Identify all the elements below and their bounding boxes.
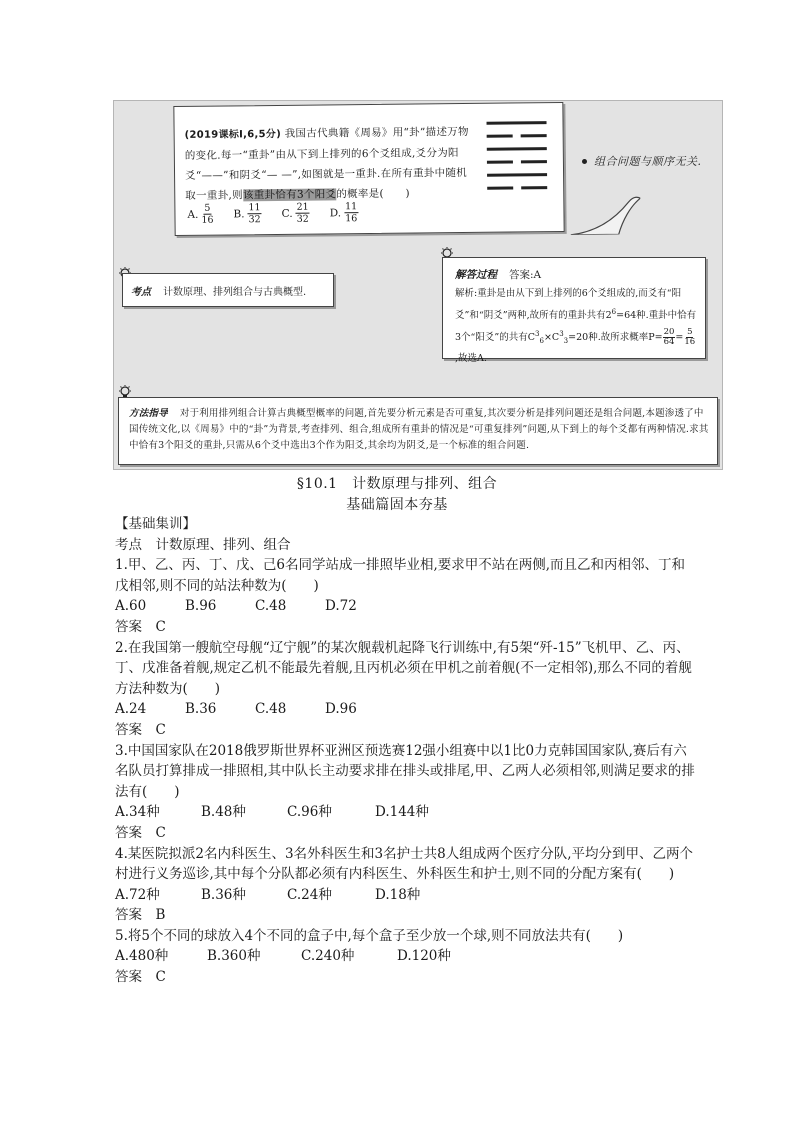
answer-line: 答案 C [115,824,166,841]
denominator: 32 [248,214,261,226]
question-stem: 2.在我国第一艘航空母舰“辽宁舰”的某次舰载机起降飞行训练中,有5架“歼-15”飞机甲、乙、丙、丁、戊准备着舰,规定乙机不能最先着舰,且丙机必须在甲机之前着舰(不一定相邻),那么不同的着舰方法种数为( ) [115,639,692,697]
denominator: 16 [345,213,358,225]
method-card [118,397,718,465]
question-card [173,102,564,236]
option-letter: C. [281,207,293,220]
question-highlight: 该重卦恰有3个阳爻 [242,188,337,202]
equals-sign: = [675,332,684,344]
section-subtitle: 基础篇固本夯基 [346,497,448,513]
fraction: $\frac{5}{16}$ [684,327,696,348]
option-text: B.96 [185,598,217,615]
option-letter: A. [187,208,199,221]
option-text: D.18种 [375,886,421,903]
answer-option [187,203,213,226]
denominator: 16 [201,214,214,226]
illustration-panel [113,100,723,470]
solution-label: 解答过程 [455,269,497,281]
comb-sub: 3 [563,337,569,346]
question-stem: 5.将5个不同的球放入4个不同的盒子中,每个盒子至少放一个球,则不同放法共有( ) [115,927,624,944]
answer-option [330,201,359,224]
yin-line [487,134,547,138]
option-text: D.72 [325,598,357,615]
option-text: D.120种 [397,948,451,965]
pointer-note: 组合问题与顺序无关. [594,155,702,168]
option-text: B.360种 [207,948,261,965]
yin-line [487,186,547,190]
method-text: 对于利用排列组合计算古典概型概率的问题,首先要分析元素是否可重复,其次要分析是排列问题还是组合问题,本题渗透了中国传统文化,以《周易》中的“卦”为背景,考查排列、组合,组成所有重卦的情况是“可重复排列”问题,从下到上的每个爻都有两种情况.求其中恰有3个阳爻的重卦,只需从6个爻中选出3个作为阳爻,其余均为阴爻,是一个标准的组合问题. [129,408,709,451]
answer-line: 答案 B [115,907,166,924]
method-label: 方法指导 [129,408,168,419]
yin-line [487,160,547,164]
solution-tail: ,故选A. [455,353,487,365]
times-sign: ×C [543,332,560,344]
solution-line: =20种.故所求概率P= [568,332,663,344]
topic-line: 考点 计数原理、排列、组合 [115,536,291,553]
option-text: D.96 [325,701,357,718]
question-stem-pre: 我国古代典籍《周易》用“卦”描述万物的变化.每一“重卦”由从下到上排列的6个爻组成,爻分为阳爻“——”和阴爻“— —”,如图就是一重卦.在所有重卦中随机取一重卦,则 [184,125,469,202]
comb-sub: 6 [539,337,544,346]
kaodian-label: 考点 [131,287,151,298]
exponent: 6 [611,308,617,316]
option-text: A.480种 [115,948,169,965]
fraction: $\frac{20}{64}$ [663,327,675,348]
option-letter: D. [329,206,342,219]
solution-card [442,257,706,365]
option-text: C.96种 [287,804,332,821]
answer-line: 答案 C [115,618,166,635]
question-text [185,122,476,206]
option-text: D.144种 [375,804,429,821]
section-title: §10.1 计数原理与排列、组合 [296,476,498,492]
numerator: 11 [344,201,358,213]
kaodian-card [122,273,334,307]
option-letter: B. [233,207,245,220]
option-fraction [344,201,358,224]
solution-body [455,285,699,368]
option-row [115,596,695,617]
option-text: B.36种 [201,886,246,903]
option-text: C.48 [255,598,287,615]
option-row [115,802,695,823]
option-row [115,699,695,720]
numerator: 5 [204,202,211,214]
numerator: 21 [296,201,309,213]
option-fraction [201,203,213,226]
option-text: C.24种 [287,886,332,903]
yang-line [487,121,547,125]
answer-line: 答案 C [115,721,166,738]
numerator: 11 [248,202,261,214]
solution-line: =64种.重卦中恰有3个“阳爻”的共有C [455,310,697,344]
heading: 【基础集训】 [115,516,196,532]
option-text: A.72种 [115,886,160,903]
question-stem-post: 的概率是( ) [336,187,410,201]
question-list [115,555,695,987]
option-text: A.34种 [115,804,160,821]
hexagram-figure [487,121,548,200]
solution-answer: 答案:A [509,269,542,281]
option-text: C.240种 [301,948,355,965]
option-row [115,885,695,906]
yang-line [487,147,547,151]
comb-sup: 3 [535,330,540,339]
pointer-dot [582,159,587,164]
question-stem: 4.某医院拟派2名内科医生、3名外科医生和3名护士共8人组成两个医疗分队,平均分到甲、乙两个村进行义务巡诊,其中每个分队都必须有内科医生、外科医生和护士,则不同的分配方案有( ) [115,845,694,883]
option-text: B.36 [185,701,217,718]
question-stem: 3.中国国家队在2018俄罗斯世界杯亚洲区预选赛12强小组赛中以1比0力克韩国国家队,赛后有六名队员打算排成一排照相,其中队长主动要求排在排头或排尾,甲、乙两人必须相邻,则满足要求的排法有( ) [115,742,695,800]
option-text: A.60 [115,598,147,615]
exercise-content [115,514,695,988]
yang-line [487,173,547,177]
option-text: B.48种 [201,804,246,821]
option-text: A.24 [115,701,147,718]
option-fraction [296,202,310,225]
kaodian-text: 计数原理、排列组合与古典概型. [163,287,307,298]
denominator: 32 [296,213,309,225]
question-options [187,201,358,226]
answer-option [233,202,261,225]
question-tag: (2019课标Ⅰ,6,5分) [184,128,282,141]
answer-option [282,202,310,225]
page-curl-decoration [570,194,640,235]
answer-line: 答案 C [115,969,166,986]
option-row [115,946,695,967]
solution-line: 解析:重卦是由从下到上排列的6个爻组成的,而爻有“阳爻”和“阴爻”两种,故所有的重卦共有2 [455,288,682,322]
option-text: C.48 [255,701,287,718]
question-stem: 1.甲、乙、丙、丁、戊、己6名同学站成一排照毕业相,要求甲不站在两侧,而且乙和丙相邻、丁和戊相邻,则不同的站法种数为( ) [115,557,686,594]
option-fraction [247,202,261,225]
comb-sup: 3 [559,330,564,339]
